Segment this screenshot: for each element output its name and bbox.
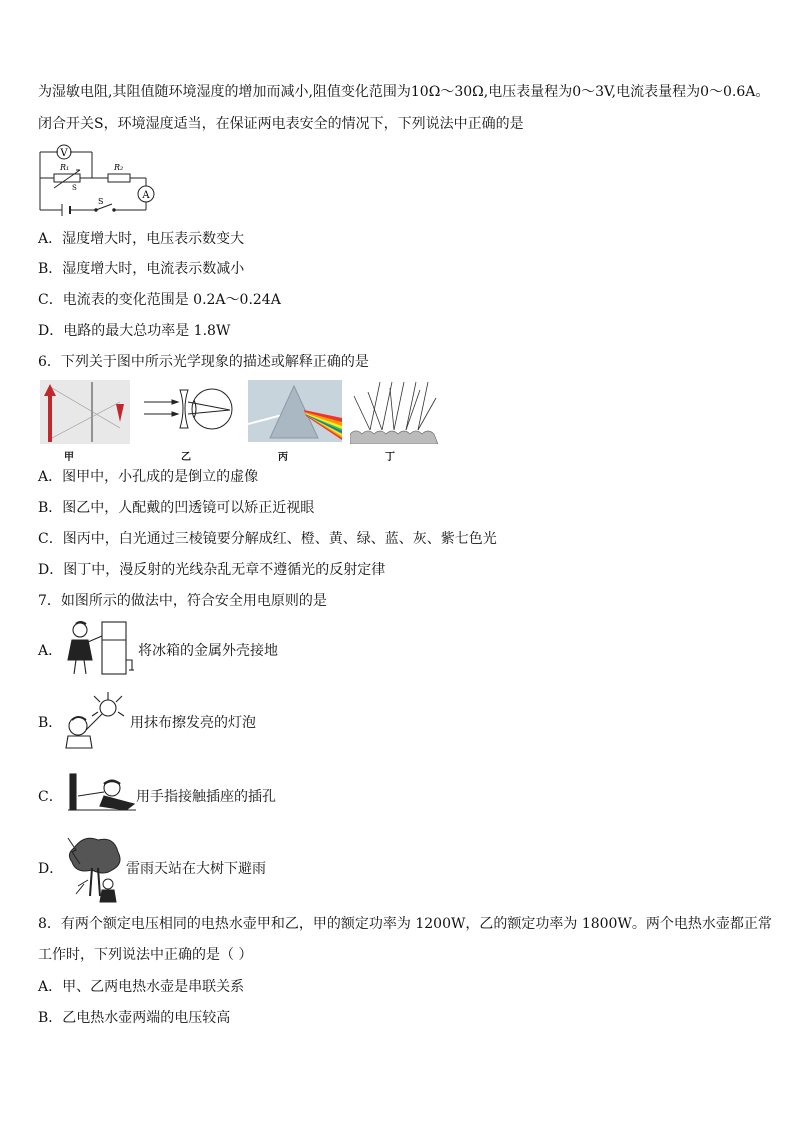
r1-label: R₁ bbox=[60, 163, 70, 172]
q5-option-c: C．电流表的变化范围是 0.2A～0.24A bbox=[38, 292, 281, 308]
q7-option-d-text: 雷雨天站在大树下避雨 bbox=[126, 861, 266, 877]
q7-option-a-text: 将冰箱的金属外壳接地 bbox=[138, 643, 278, 659]
q5-option-a: A．湿度增大时，电压表示数变大 bbox=[38, 231, 245, 247]
q5-option-b: B．湿度增大时，电流表示数减小 bbox=[38, 261, 245, 277]
q7-option-c-text: 用手指接触插座的插孔 bbox=[136, 789, 276, 805]
q8-option-a: A．甲、乙两电热水壶是串联关系 bbox=[38, 979, 245, 995]
q7-option-d-letter: D． bbox=[38, 861, 64, 877]
q7-stem: 7．如图所示的做法中，符合安全用电原则的是 bbox=[38, 593, 327, 609]
q6-option-d: D．图丁中，漫反射的光线杂乱无章不遵循光的反射定律 bbox=[38, 562, 386, 578]
pinhole-image-figure bbox=[40, 380, 130, 444]
r2-label: R₂ bbox=[114, 163, 124, 172]
q8-stem-line1: 8．有两个额定电压相同的电热水壶甲和乙，甲的额定功率为 1200W，乙的额定功率为 1800W。两个电热水壶都正常 bbox=[38, 916, 772, 932]
q7-option-c-letter: C． bbox=[38, 789, 63, 805]
q7-option-c bbox=[38, 766, 338, 826]
q5-stem-line1: 为湿敏电阻,其阻值随环境湿度的增加而减小,阻值变化范围为10Ω～30Ω,电压表量程为0～3V,电流表量程为0～0.6A。 bbox=[38, 84, 770, 100]
caption-jia: 甲 bbox=[64, 452, 74, 463]
voltmeter-label: V bbox=[60, 148, 68, 159]
q6-option-b: B．图乙中，人配戴的凹透镜可以矫正近视眼 bbox=[38, 500, 315, 516]
diffuse-reflection-figure bbox=[350, 378, 438, 444]
touching-socket-picture bbox=[64, 766, 136, 818]
prism-dispersion-figure bbox=[248, 380, 342, 442]
q6-stem: 6．下列关于图中所示光学现象的描述或解释正确的是 bbox=[38, 354, 369, 370]
ammeter-label: A bbox=[142, 190, 150, 201]
q7-option-a bbox=[38, 620, 338, 680]
sensor-label: S bbox=[72, 184, 77, 192]
switch-label: S bbox=[98, 197, 104, 206]
caption-yi: 乙 bbox=[181, 452, 191, 463]
q7-option-a-letter: A． bbox=[38, 643, 63, 659]
q8-option-b: B．乙电热水壶两端的电压较高 bbox=[38, 1010, 231, 1026]
wiping-bulb-picture bbox=[62, 692, 132, 750]
q5-circuit-diagram bbox=[36, 142, 160, 216]
q8-stem-line2: 工作时，下列说法中正确的是（ ） bbox=[38, 947, 253, 963]
q7-option-b-letter: B． bbox=[38, 715, 63, 731]
q7-option-b-text: 用抹布擦发亮的灯泡 bbox=[130, 715, 256, 731]
q5-option-d: D．电路的最大总功率是 1.8W bbox=[38, 323, 231, 339]
eye-lens-figure bbox=[142, 384, 236, 436]
fridge-grounding-picture bbox=[62, 620, 134, 678]
q5-stem-line2: 闭合开关S，环境湿度适当，在保证两电表安全的情况下，下列说法中正确的是 bbox=[38, 116, 524, 132]
q6-option-a: A．图甲中，小孔成的是倒立的虚像 bbox=[38, 469, 259, 485]
tree-lightning-picture bbox=[64, 834, 124, 904]
q7-option-b bbox=[38, 692, 338, 752]
caption-bing: 丙 bbox=[278, 452, 288, 463]
q6-option-c: C．图丙中，白光通过三棱镜要分解成红、橙、黄、绿、蓝、灰、紫七色光 bbox=[38, 531, 497, 547]
caption-ding: 丁 bbox=[385, 452, 395, 463]
q7-option-d bbox=[38, 834, 338, 906]
